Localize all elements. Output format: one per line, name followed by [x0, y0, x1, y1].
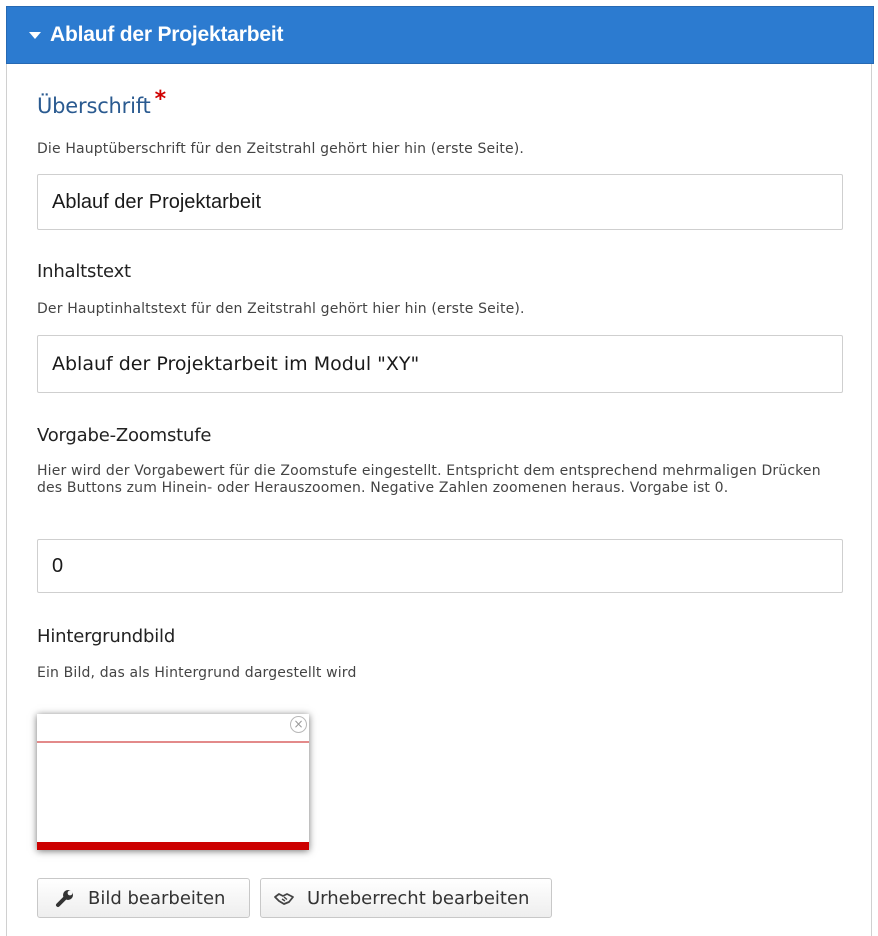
- zoom-description: Hier wird der Vorgabewert für die Zoomstufe eingestellt. Entspricht dem entsprechend mehrmaligen Drücken des Buttons zum Hinein- oder Herauszoomen. Negative Zahlen zoomenen heraus. Vorgabe ist 0.: [37, 463, 821, 496]
- section-header[interactable]: [6, 6, 874, 64]
- heading-description: Die Hauptüberschrift für den Zeitstrahl gehört hier hin (erste Seite).: [37, 141, 524, 157]
- section-title: Ablauf der Projektarbeit: [50, 23, 284, 46]
- background-image-thumbnail[interactable]: [37, 714, 309, 850]
- required-marker: *: [154, 87, 166, 112]
- edit-image-button[interactable]: [37, 878, 250, 918]
- content-text-label: Inhaltstext: [37, 261, 131, 282]
- thumbnail-top-line: [37, 741, 309, 743]
- content-text-description: Der Hauptinhaltstext für den Zeitstrahl gehört hier hin (erste Seite).: [37, 301, 525, 317]
- background-image-description: Ein Bild, das als Hintergrund dargestellt wird: [37, 665, 357, 681]
- edit-copyright-button[interactable]: [260, 878, 552, 918]
- zoom-label: Vorgabe-Zoomstufe: [37, 425, 212, 446]
- handshake-icon: [273, 887, 295, 909]
- content-text-input[interactable]: Ablauf der Projektarbeit im Modul "XY": [37, 335, 843, 393]
- caret-down-icon: [29, 32, 41, 39]
- remove-image-icon[interactable]: ×: [290, 716, 307, 733]
- zoom-input[interactable]: 0: [37, 539, 843, 593]
- thumbnail-bottom-bar: [37, 842, 309, 850]
- background-image-label: Hintergrundbild: [37, 626, 176, 647]
- wrench-icon: [54, 887, 76, 909]
- timeline-settings-panel: [6, 6, 872, 936]
- edit-copyright-label: Urheberrecht bearbeiten: [307, 887, 530, 909]
- edit-image-label: Bild bearbeiten: [88, 887, 226, 909]
- heading-label: [37, 87, 166, 119]
- heading-label-text: Überschrift: [37, 94, 151, 118]
- heading-input[interactable]: Ablauf der Projektarbeit: [37, 174, 843, 230]
